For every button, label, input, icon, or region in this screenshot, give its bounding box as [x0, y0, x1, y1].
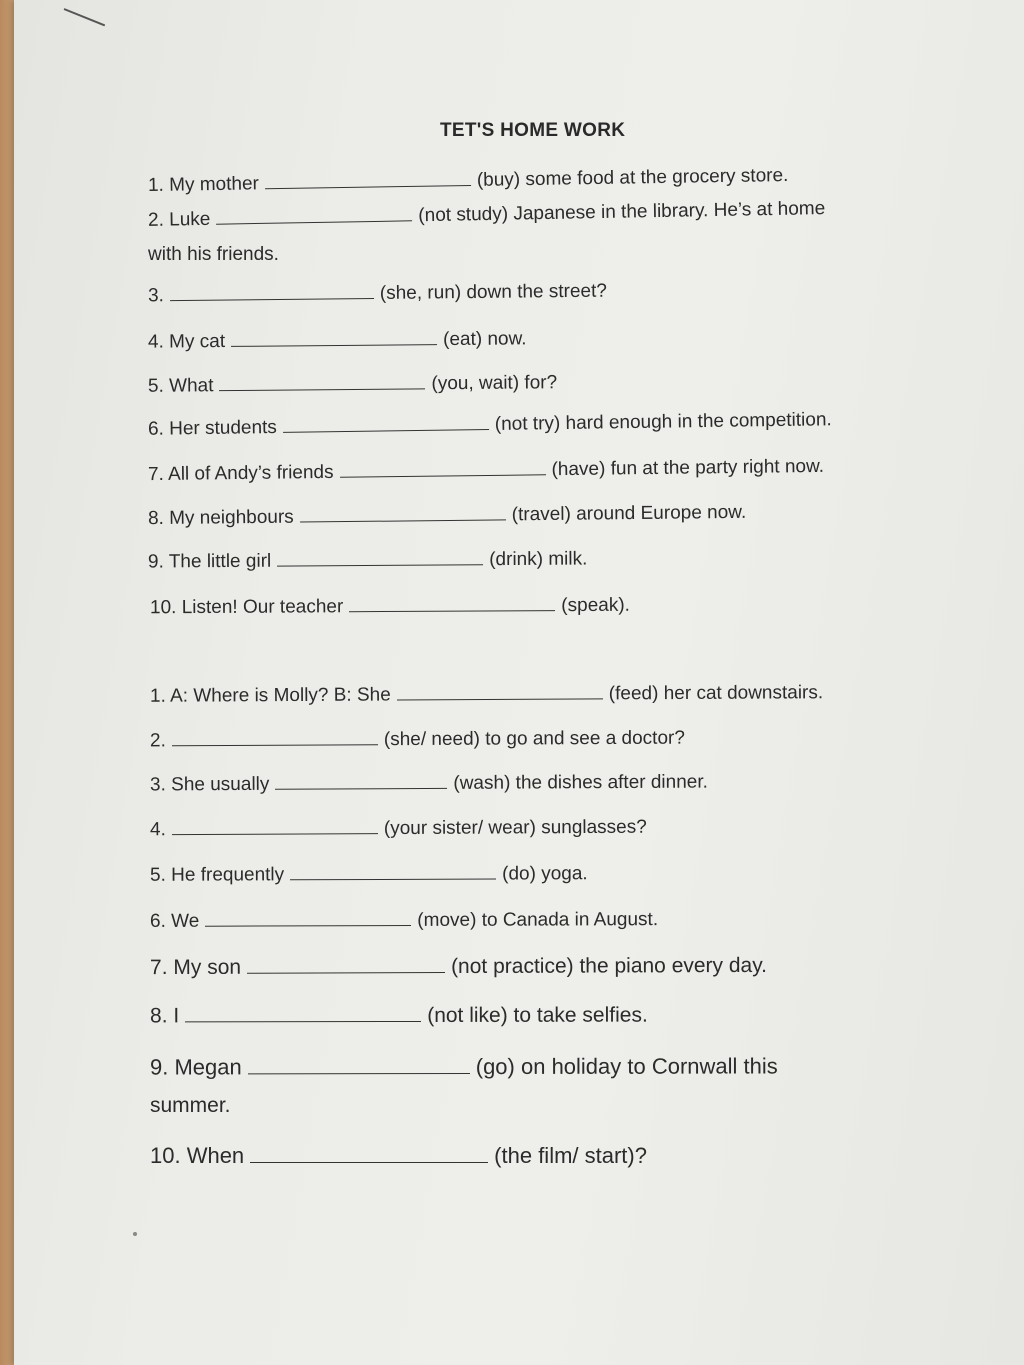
exercise-1-item-2-continuation: with his friends.	[148, 244, 279, 265]
answer-blank[interactable]	[220, 387, 426, 391]
answer-blank[interactable]	[185, 1020, 421, 1022]
item-hint: (drink) milk.	[489, 548, 588, 571]
item-hint: (your sister/ wear) sunglasses?	[383, 816, 647, 840]
answer-blank[interactable]	[290, 878, 496, 881]
exercise-1-item-10	[150, 595, 630, 620]
item-prompt: 5. He frequently	[149, 864, 285, 886]
item-hint: (speak).	[561, 594, 630, 617]
item-prompt: 4.	[149, 819, 166, 841]
exercise-2-item-3	[150, 772, 708, 797]
item-prompt: 2.	[149, 730, 166, 752]
item-hint: (eat) now.	[442, 328, 527, 351]
exercise-2-item-9-continuation: summer.	[150, 1094, 231, 1117]
item-hint: (not try) hard enough in the competition.	[494, 409, 832, 435]
item-hint: (buy) some food at the grocery store.	[476, 164, 789, 191]
worksheet-title: TET'S HOME WORK	[440, 120, 626, 141]
item-hint: (she/ need) to go and see a doctor?	[383, 727, 685, 751]
item-prompt: 3.	[147, 285, 164, 307]
exercise-2-item-9	[150, 1053, 778, 1080]
exercise-2-item-2	[150, 728, 685, 753]
item-prompt: 2. Luke	[147, 208, 211, 231]
item-prompt: 7. All of Andy’s friends	[147, 461, 334, 486]
answer-blank[interactable]	[250, 1161, 488, 1163]
exercise-2-item-10	[150, 1143, 647, 1169]
item-prompt: 5. What	[147, 375, 214, 397]
item-prompt: 1. A: Where is Molly? B: She	[149, 684, 391, 707]
item-prompt: 8. My neighbours	[147, 506, 294, 530]
item-hint: (not practice) the piano every day.	[451, 953, 768, 979]
item-prompt: 1. My mother	[147, 173, 260, 197]
item-prompt: 9. The little girl	[147, 550, 272, 573]
item-hint: (travel) around Europe now.	[511, 501, 747, 526]
exercise-2-item-1	[150, 682, 823, 708]
item-hint: (not like) to take selfies.	[427, 1003, 648, 1027]
item-hint: (she, run) down the street?	[379, 280, 608, 304]
item-hint: (go) on holiday to Cornwall this	[475, 1053, 778, 1079]
answer-blank[interactable]	[340, 473, 546, 478]
exercise-2-item-8	[150, 1004, 648, 1029]
answer-blank[interactable]	[216, 219, 412, 224]
item-hint: (wash) the dishes after dinner.	[453, 771, 708, 794]
exercise-2-item-6	[150, 909, 658, 933]
answer-blank[interactable]	[248, 1072, 470, 1074]
item-hint: (move) to Canada in August.	[417, 909, 659, 931]
answer-blank[interactable]	[283, 428, 489, 433]
item-prompt: 9. Megan	[149, 1054, 242, 1080]
item-hint: (have) fun at the party right now.	[551, 455, 825, 481]
exercise-2-item-7	[150, 954, 767, 980]
item-hint: (feed) her cat downstairs.	[608, 682, 824, 705]
exercise-2-item-4	[150, 817, 647, 842]
answer-blank[interactable]	[397, 697, 603, 700]
item-hint: (the film/ start)?	[494, 1143, 647, 1168]
answer-blank[interactable]	[205, 924, 411, 927]
answer-blank[interactable]	[247, 971, 445, 974]
item-hint: (do) yoga.	[502, 863, 588, 885]
answer-blank[interactable]	[231, 343, 437, 347]
answer-blank[interactable]	[172, 832, 378, 835]
item-prompt: 6. Her students	[147, 416, 278, 440]
item-hint: (you, wait) for?	[431, 372, 558, 395]
item-prompt: 6. We	[149, 910, 200, 932]
exercise-2-item-5	[150, 863, 588, 887]
item-prompt: 10. When	[150, 1143, 245, 1168]
answer-blank[interactable]	[349, 609, 555, 612]
pen-mark	[64, 8, 106, 26]
item-hint: (not study) Japanese in the library. He’s at home	[418, 198, 826, 227]
paper-speck	[133, 1232, 137, 1236]
exercise-1-item-5	[148, 372, 557, 398]
exercise-1-item-9	[148, 548, 588, 573]
answer-blank[interactable]	[170, 297, 374, 301]
item-prompt: 3. She usually	[149, 773, 270, 796]
answer-blank[interactable]	[172, 743, 378, 746]
exercise-1-item-4	[148, 328, 527, 353]
answer-blank[interactable]	[277, 563, 483, 566]
answer-blank[interactable]	[300, 518, 506, 522]
item-prompt: 7. My son	[149, 955, 242, 980]
item-prompt: 10. Listen! Our teacher	[149, 596, 344, 619]
answer-blank[interactable]	[275, 787, 447, 790]
item-prompt: 8. I	[149, 1004, 180, 1028]
answer-blank[interactable]	[265, 184, 471, 189]
item-prompt: 4. My cat	[147, 330, 226, 353]
